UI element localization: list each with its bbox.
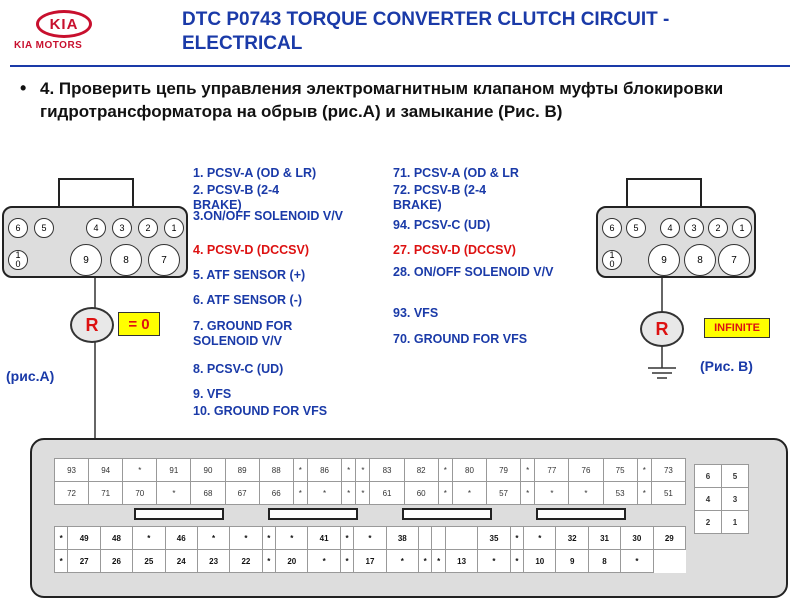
pin-label: 71. PCSV-A (OD & LR bbox=[393, 166, 519, 180]
pin-cell: 32 bbox=[556, 527, 588, 550]
connector-b-pin: 5 bbox=[626, 218, 646, 238]
pin-cell: * bbox=[293, 482, 307, 505]
connector-b-pin: 8 bbox=[684, 244, 716, 276]
pin-cell: 79 bbox=[487, 459, 521, 482]
pin-cell: 93 bbox=[55, 459, 89, 482]
pin-cell: 17 bbox=[354, 550, 386, 573]
pin-cell: 2 bbox=[695, 511, 722, 534]
pin-cell: * bbox=[133, 527, 165, 550]
pin-cell: * bbox=[307, 482, 341, 505]
pin-cell: * bbox=[293, 459, 307, 482]
pin-cell: 38 bbox=[386, 527, 418, 550]
pin-cell: * bbox=[438, 459, 452, 482]
pin-label: 8. PCSV-C (UD) bbox=[193, 362, 284, 376]
pin-cell: * bbox=[510, 527, 523, 550]
ecm-lower-pin-table bbox=[54, 526, 686, 573]
pin-cell: 89 bbox=[225, 459, 259, 482]
pin-cell: 86 bbox=[307, 459, 341, 482]
ecm-side-pin-table bbox=[694, 464, 749, 534]
pin-cell: * bbox=[637, 459, 651, 482]
pin-label: 93. VFS bbox=[393, 306, 439, 320]
pin-cell: 75 bbox=[603, 459, 637, 482]
pin-label: 1. PCSV-A (OD & LR) bbox=[193, 166, 317, 180]
pin-cell: 57 bbox=[487, 482, 521, 505]
pin-cell bbox=[432, 527, 445, 550]
connector-b-pin: 1 0 bbox=[602, 250, 622, 270]
pin-cell: * bbox=[157, 482, 191, 505]
pin-cell: 27 bbox=[68, 550, 100, 573]
pin-cell: * bbox=[524, 527, 556, 550]
connector-b bbox=[596, 206, 756, 278]
pin-cell: * bbox=[569, 482, 603, 505]
pin-cell: 82 bbox=[404, 459, 438, 482]
pin-cell: 9 bbox=[556, 550, 588, 573]
pin-cell: * bbox=[419, 550, 432, 573]
pin-cell: 46 bbox=[165, 527, 197, 550]
pin-cell: 53 bbox=[603, 482, 637, 505]
pin-label: 72. PCSV-B (2-4 BRAKE) bbox=[393, 183, 487, 212]
pin-row bbox=[55, 527, 686, 550]
pin-cell: * bbox=[342, 459, 356, 482]
pin-row bbox=[55, 459, 686, 482]
pin-label: 3.ON/OFF SOLENOID V/V bbox=[193, 209, 344, 223]
pin-cell: * bbox=[262, 550, 275, 573]
pin-cell: 91 bbox=[157, 459, 191, 482]
pin-cell: 72 bbox=[55, 482, 89, 505]
bullet-marker: • bbox=[20, 78, 27, 98]
pin-label: 5. ATF SENSOR (+) bbox=[193, 268, 306, 282]
pin-cell: * bbox=[432, 550, 445, 573]
pin-cell: * bbox=[308, 550, 340, 573]
connector-a-tab bbox=[58, 178, 134, 206]
pin-row bbox=[695, 511, 749, 534]
pin-cell: 66 bbox=[259, 482, 293, 505]
pin-cell: 68 bbox=[191, 482, 225, 505]
pin-cell: 29 bbox=[653, 527, 685, 550]
pin-cell: * bbox=[55, 550, 68, 573]
pin-row bbox=[695, 465, 749, 488]
ecm-key-slot bbox=[134, 508, 224, 520]
pin-cell: * bbox=[438, 482, 452, 505]
pin-label: 27. PCSV-D (DCCSV) bbox=[393, 243, 516, 257]
pin-cell: * bbox=[55, 527, 68, 550]
pin-cell: 13 bbox=[445, 550, 477, 573]
pin-cell: 88 bbox=[259, 459, 293, 482]
pin-cell: 60 bbox=[404, 482, 438, 505]
pin-cell: 8 bbox=[588, 550, 620, 573]
connector-a-pin: 5 bbox=[34, 218, 54, 238]
figure-caption-a: (рис.А) bbox=[6, 368, 55, 384]
pin-cell: 70 bbox=[123, 482, 157, 505]
ohmmeter-a bbox=[70, 307, 114, 343]
figure-caption-b: (Рис. В) bbox=[700, 358, 753, 374]
pin-cell bbox=[445, 527, 477, 550]
kia-logo-mark: KIA bbox=[49, 15, 79, 33]
connector-a-pin: 8 bbox=[110, 244, 142, 276]
pin-label: 6. ATF SENSOR (-) bbox=[193, 293, 303, 307]
pin-cell: 83 bbox=[370, 459, 404, 482]
pin-cell: 26 bbox=[100, 550, 132, 573]
connector-a-pin: 4 bbox=[86, 218, 106, 238]
kia-motors-text: KIA MOTORS bbox=[14, 40, 83, 51]
pin-cell: 35 bbox=[478, 527, 510, 550]
pin-cell: * bbox=[276, 527, 308, 550]
pin-cell: * bbox=[340, 550, 353, 573]
ecm-key-slot bbox=[536, 508, 626, 520]
connector-a-pin: 7 bbox=[148, 244, 180, 276]
pin-cell: * bbox=[230, 527, 262, 550]
pin-cell: 71 bbox=[89, 482, 123, 505]
pin-cell: 61 bbox=[370, 482, 404, 505]
pin-cell: 77 bbox=[535, 459, 569, 482]
connector-b-pin: 1 bbox=[732, 218, 752, 238]
connector-b-pin: 6 bbox=[602, 218, 622, 238]
connector-b-tab bbox=[626, 178, 702, 206]
connector-a-pin: 6 bbox=[8, 218, 28, 238]
pin-cell: * bbox=[386, 550, 418, 573]
pin-cell: * bbox=[356, 482, 370, 505]
pin-cell: 22 bbox=[230, 550, 262, 573]
pin-cell: 5 bbox=[722, 465, 749, 488]
connector-b-pin: 7 bbox=[718, 244, 750, 276]
connector-a-pin: 1 0 bbox=[8, 250, 28, 270]
pin-cell: 41 bbox=[308, 527, 340, 550]
pin-cell: * bbox=[478, 550, 510, 573]
pin-cell: 49 bbox=[68, 527, 100, 550]
instruction-text: 4. Проверить цепь управления электромагнитным клапаном муфты блокировки гидротрансформатора на обрыв (рис.А) и замыкание (Рис. В) bbox=[40, 79, 724, 121]
pin-cell: * bbox=[197, 527, 229, 550]
pin-cell: * bbox=[521, 459, 535, 482]
connector-b-pin: 3 bbox=[684, 218, 704, 238]
pin-cell: * bbox=[521, 482, 535, 505]
connector-a-pin: 3 bbox=[112, 218, 132, 238]
pin-cell: * bbox=[452, 482, 486, 505]
pin-label: 94. PCSV-C (UD) bbox=[393, 218, 491, 232]
pin-cell: 3 bbox=[722, 488, 749, 511]
pin-cell: 90 bbox=[191, 459, 225, 482]
pin-cell: 31 bbox=[588, 527, 620, 550]
pin-cell: 76 bbox=[569, 459, 603, 482]
pin-cell: 30 bbox=[621, 527, 653, 550]
ecm-key-slot bbox=[402, 508, 492, 520]
ohmmeter-a-symbol: R bbox=[85, 314, 99, 335]
pin-label: 7. GROUND FOR SOLENOID V/V bbox=[193, 319, 293, 348]
pin-label: 4. PCSV-D (DCCSV) bbox=[193, 243, 309, 257]
pin-cell: 4 bbox=[695, 488, 722, 511]
pin-cell: * bbox=[637, 482, 651, 505]
pin-label: 10. GROUND FOR VFS bbox=[193, 404, 328, 418]
pin-label: 28. ON/OFF SOLENOID V/V bbox=[393, 265, 554, 279]
pin-row bbox=[55, 550, 686, 573]
pin-cell: * bbox=[262, 527, 275, 550]
pin-cell: 25 bbox=[133, 550, 165, 573]
connector-b-pin: 4 bbox=[660, 218, 680, 238]
pin-label: 70. GROUND FOR VFS bbox=[393, 332, 528, 346]
pin-cell: 6 bbox=[695, 465, 722, 488]
pin-cell: 48 bbox=[100, 527, 132, 550]
pin-cell: * bbox=[621, 550, 653, 573]
pin-cell: * bbox=[340, 527, 353, 550]
pin-cell bbox=[419, 527, 432, 550]
pin-cell: 1 bbox=[722, 511, 749, 534]
pin-row bbox=[55, 482, 686, 505]
connector-b-pin: 2 bbox=[708, 218, 728, 238]
resistance-reading-b: INFINITE bbox=[704, 318, 770, 338]
pin-cell: 20 bbox=[276, 550, 308, 573]
pin-row bbox=[695, 488, 749, 511]
pin-cell: * bbox=[510, 550, 523, 573]
connector-a-pin: 1 bbox=[164, 218, 184, 238]
connector-a-pin: 2 bbox=[138, 218, 158, 238]
connector-a-pin: 9 bbox=[70, 244, 102, 276]
pin-cell: 51 bbox=[651, 482, 685, 505]
pin-cell: * bbox=[535, 482, 569, 505]
connector-a bbox=[2, 206, 188, 278]
ohmmeter-b-symbol: R bbox=[655, 318, 669, 339]
ohmmeter-b bbox=[640, 311, 684, 347]
resistance-reading-a: = 0 bbox=[118, 312, 160, 336]
page-title: DTC P0743 TORQUE CONVERTER CLUTCH CIRCUIT - ELECTRICAL bbox=[182, 9, 670, 54]
pin-cell: 80 bbox=[452, 459, 486, 482]
pin-cell: 73 bbox=[651, 459, 685, 482]
pin-cell: * bbox=[342, 482, 356, 505]
pin-cell: 24 bbox=[165, 550, 197, 573]
pin-cell: 10 bbox=[524, 550, 556, 573]
ecm-upper-pin-table bbox=[54, 458, 686, 505]
pin-cell: * bbox=[356, 459, 370, 482]
connector-b-pin: 9 bbox=[648, 244, 680, 276]
pin-cell: * bbox=[354, 527, 386, 550]
pin-cell: 67 bbox=[225, 482, 259, 505]
pin-cell: 94 bbox=[89, 459, 123, 482]
pin-label: 2. PCSV-B (2-4 BRAKE) bbox=[193, 183, 280, 212]
pin-label: 9. VFS bbox=[193, 387, 232, 401]
pin-cell: 23 bbox=[197, 550, 229, 573]
pin-cell: * bbox=[123, 459, 157, 482]
ecm-key-slot bbox=[268, 508, 358, 520]
